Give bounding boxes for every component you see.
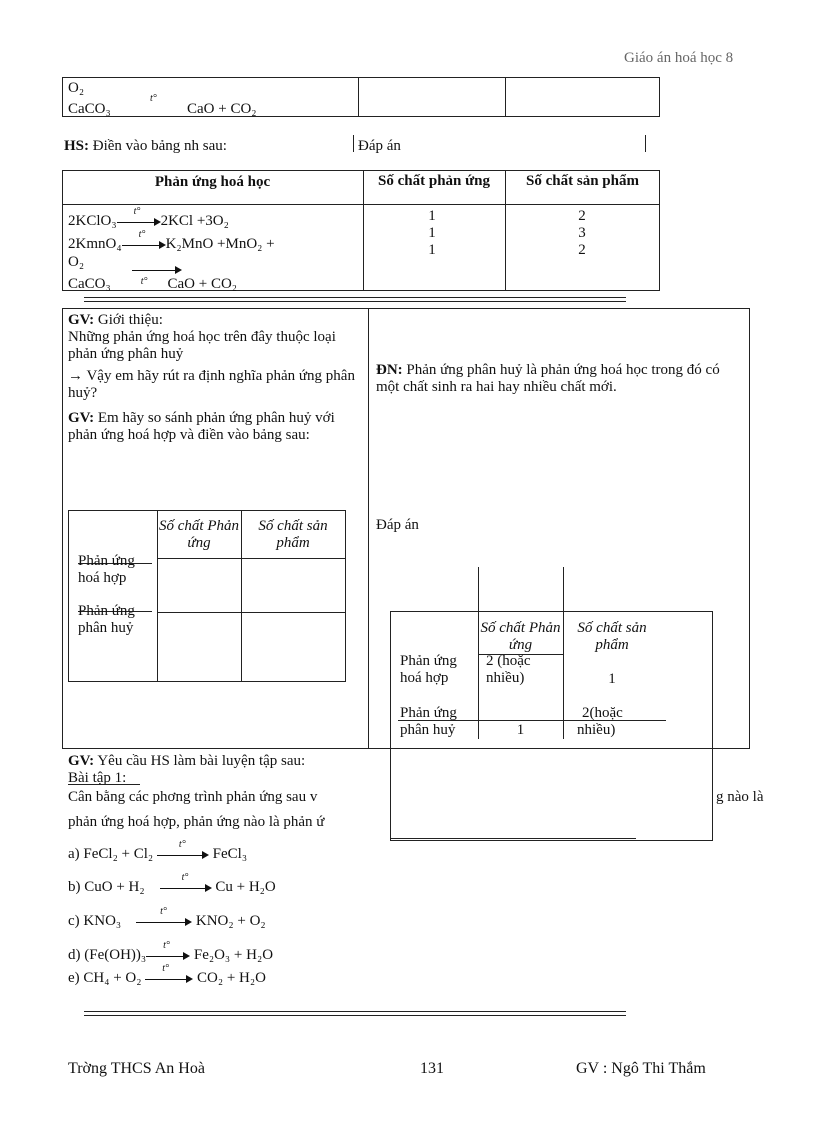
definition: ĐN: Phản ứng phân huỷ là phản ứng hoá học trong đó có một chất sinh ra hai hay nhiều chất mới.	[376, 362, 720, 395]
double-rule-bottom	[84, 1011, 626, 1016]
exercise-line1-b: g nào là	[716, 789, 764, 805]
compare-col2: Số chất sản phẩm	[258, 518, 328, 551]
reaction-row-1: 2KClO₃ t° 2KCl +3O₂	[68, 205, 229, 229]
reaction-arrow: t°	[117, 217, 161, 227]
compare-answer-row1-a: 2 (hoặc nhiều)	[486, 653, 531, 686]
compare-answer-row2-b1: 2(hoặc	[582, 705, 623, 721]
compare-row1: Phản ứng hoá hợp	[78, 553, 135, 586]
compare-answer-row2-b2: nhiều)	[577, 722, 616, 738]
answer-table-header-reaction: Phản ứng hoá học	[154, 174, 271, 190]
compare-row2: Phản ứng phân huỷ	[78, 603, 135, 636]
hs-answer-label: Đáp án	[358, 138, 401, 154]
exercise-line1-a: Cân bằng các phơng trình phản ứng sau v	[68, 789, 318, 805]
reactant-counts: 1 1 1	[428, 208, 436, 258]
top-table-line1: O₂	[68, 80, 85, 96]
reaction-row-2: 2KmnO₄ t° K₂MnO +MnO₂ +	[68, 228, 275, 252]
exercise-title: Bài tập 1:	[68, 770, 127, 786]
answer-table-header-reactants: Số chất phản ứng	[378, 173, 490, 189]
hs-text: Điền vào bảng nh sau:	[92, 138, 227, 154]
page-header: Giáo án hoá học 8	[624, 50, 734, 66]
exercise-line2: phản ứng hoá hợp, phản ứng nào là phản ứ	[68, 814, 325, 830]
exercise-item-a: a) FeCl₂ + Cl₂ t° FeCl₃	[68, 838, 248, 862]
reaction-row-3: CaCO₃ $^{t^\circ}$ CaO + CO₂	[68, 276, 238, 292]
footer-teacher: GV : Ngô Thi Thắm	[576, 1060, 706, 1077]
compare-answer-row2-a: 1	[516, 722, 525, 738]
exercise-item-c: c) KNO₃ t° KNO₂ + O₂	[68, 905, 266, 929]
product-counts: 2 3 2	[578, 208, 586, 258]
right-answer-label: Đáp án	[376, 517, 419, 533]
compare-answer-col1: Số chất Phản ứng	[480, 620, 561, 653]
footer-page-number: 131	[420, 1060, 444, 1077]
exercise-item-d: d) (Fe(OH))₃ t° Fe₂O₃ + H₂O	[68, 939, 274, 963]
hs-instruction	[64, 138, 227, 155]
arrow-label: t°	[150, 93, 157, 104]
double-rule	[84, 297, 626, 302]
reaction-row-2-cont: O₂	[68, 254, 85, 270]
answer-table-header-products: Số chất sản phẩm	[526, 173, 639, 189]
left-column: GV: Giới thiệu: Những phản ứng hoá học trên đây thuộc loại phản ứng phân huỷ → Vậy em hãy rút ra định nghĩa phản ứng phân huỷ? GV: Em hãy so sánh phản ứng phân huỷ với phản ứng hoá hợp và điền vào bảng sau:	[68, 312, 355, 443]
hs-label: HS:	[64, 138, 90, 154]
exercise-item-b: b) CuO + H₂ t° Cu + H₂O	[68, 871, 276, 895]
compare-answer-row2-2: phân huỷ	[400, 722, 456, 738]
exercise-item-e: e) CH₄ + O₂ t° CO₂ + H₂O	[68, 962, 266, 986]
exercise-gv: GV: Yêu cầu HS làm bài luyện tập sau:	[68, 753, 306, 769]
compare-answer-row2-1: Phản ứng	[400, 705, 457, 721]
compare-answer-row1-b: 1	[608, 671, 616, 687]
top-table-line2-left: CaCO₃	[68, 101, 111, 117]
compare-answer-col2: Số chất sản phẩm	[577, 620, 647, 653]
reaction-arrow: t°	[122, 240, 166, 250]
footer-school: Trờng THCS An Hoà	[68, 1060, 205, 1077]
compare-col1: Số chất Phản ứng	[159, 518, 239, 551]
compare-answer-row1: Phản ứng hoá hợp	[400, 653, 457, 686]
top-table-line2-right: CaO + CO₂	[187, 101, 257, 117]
